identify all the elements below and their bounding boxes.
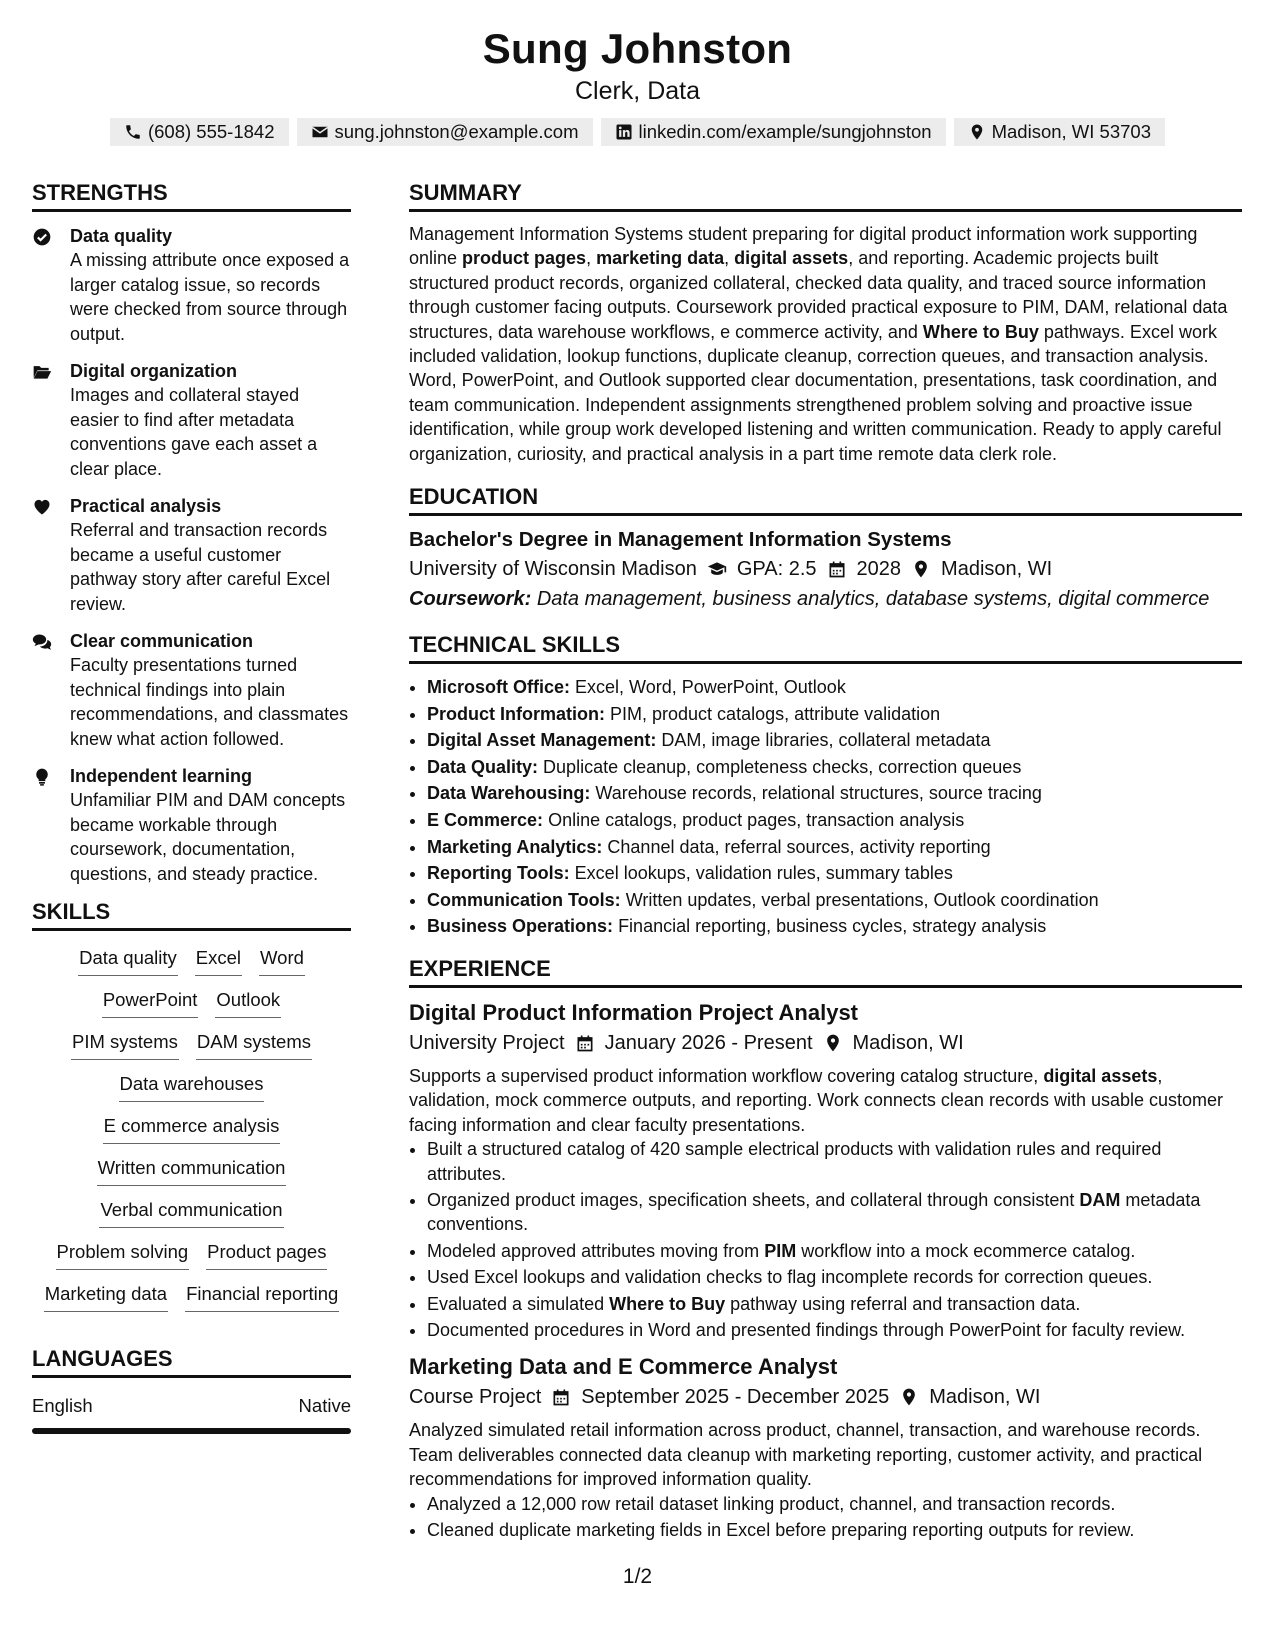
skill-tag: Financial reporting <box>185 1283 339 1312</box>
technical-skill-item <box>427 780 1242 807</box>
coursework-label: Coursework: <box>409 588 532 611</box>
graduation-cap-icon <box>707 559 727 579</box>
technical-skills-heading: TECHNICAL SKILLS <box>409 632 1242 664</box>
experience-heading: EXPERIENCE <box>409 956 1242 988</box>
strengths-list <box>32 224 351 886</box>
strength-title: Independent learning <box>70 766 253 786</box>
text-run: pathways. Excel work included validation, lookup functions, duplicate cleanup, correction queues, and transaction analysis. Word, PowerPoint, and Outlook supported clear documentation, presentations, task coordination, and team communication. Independent assignments strengthened problem solving and proactive issue identification, while group work developed listening and written communication. Ready to apply careful organization, curiosity, and practical analysis in a part time remote data clerk role. <box>409 321 1222 464</box>
map-marker-icon <box>911 559 931 579</box>
strength-description: Images and collateral stayed easier to find after metadata conventions gave each asset a clear place. <box>70 385 318 479</box>
job-bullet <box>427 1188 1242 1237</box>
strength-item <box>32 764 351 886</box>
language-name: English <box>32 1395 93 1416</box>
text-run: Analyzed a 12,000 row retail dataset linking product, channel, and transaction records. <box>427 1493 1116 1514</box>
language-level: Native <box>298 1395 351 1416</box>
linkedin-icon <box>615 123 633 141</box>
bold-keyword: DAM <box>1079 1190 1121 1211</box>
skill-tag: Problem solving <box>56 1241 190 1270</box>
text-run: Documented procedures in Word and presented findings through PowerPoint for faculty review. <box>427 1320 1186 1341</box>
text-run: Supports a supervised product information workflow covering catalog structure, <box>409 1066 1044 1086</box>
job-bullet <box>427 1292 1242 1316</box>
candidate-name: Sung Johnston <box>482 25 793 72</box>
summary-heading: SUMMARY <box>409 180 1242 212</box>
bold-keyword: Where to Buy <box>609 1293 726 1314</box>
text-run: , and reporting. Academic projects built structured product records, organized collateral, checked data quality, and traced source information through customer facing outputs. Coursework provided practical exposure to PIM, DAM, relational data structures, data warehouse workflows, e commerce activity, and <box>409 248 1228 342</box>
strength-item <box>32 494 351 616</box>
job-organization: Course Project <box>409 1386 542 1409</box>
technical-skill-item <box>427 860 1242 887</box>
skill-row <box>99 1199 283 1228</box>
experience-entry <box>409 998 1242 1342</box>
technical-skill-value: Excel lookups, validation rules, summary tables <box>574 863 953 884</box>
job-bullet <box>427 1318 1242 1342</box>
strength-title: Data quality <box>70 226 173 246</box>
bold-keyword: product pages <box>462 248 587 269</box>
text-run: Built a structured catalog of 420 sample electrical products with validation rules and required attributes. <box>427 1139 1162 1184</box>
skill-tag: PowerPoint <box>102 989 199 1018</box>
job-bullet <box>427 1492 1242 1516</box>
technical-skill-label: Business Operations: <box>427 916 614 937</box>
technical-skill-item <box>427 887 1242 914</box>
skill-row <box>44 1283 340 1312</box>
map-marker-icon <box>823 1033 843 1053</box>
strength-title: Digital organization <box>70 361 238 381</box>
technical-skill-label: Communication Tools: <box>427 889 621 910</box>
education-heading: EDUCATION <box>409 484 1242 516</box>
skill-row <box>56 1241 328 1270</box>
experience-entry <box>409 1352 1242 1542</box>
bold-keyword: marketing data <box>596 248 725 269</box>
strength-title: Clear communication <box>70 631 254 651</box>
languages-heading: LANGUAGES <box>32 1346 351 1378</box>
skill-tag: Data quality <box>78 947 178 976</box>
language-proficiency-bar <box>32 1428 351 1434</box>
skill-tag: Excel <box>195 947 242 976</box>
heart-icon <box>32 494 70 616</box>
technical-skill-value: Financial reporting, business cycles, strategy analysis <box>618 916 1047 937</box>
job-bullets <box>409 1492 1242 1543</box>
skill-row <box>71 1031 312 1060</box>
technical-skill-item <box>427 913 1242 940</box>
contact-phone[interactable] <box>110 118 289 146</box>
skill-tag: Data warehouses <box>119 1073 265 1102</box>
text-run: , validation, mock commerce outputs, and reporting. Work connects clean records with usable customer facing information and clear faculty presentations. <box>409 1066 1224 1135</box>
bold-keyword: PIM <box>764 1240 797 1261</box>
skill-tag: Outlook <box>215 989 281 1018</box>
lightbulb-icon <box>32 764 70 886</box>
job-description <box>409 1064 1242 1137</box>
technical-skill-value: Duplicate cleanup, completeness checks, correction queues <box>543 756 1022 777</box>
technical-skill-item <box>427 754 1242 781</box>
candidate-title: Clerk, Data <box>574 77 701 105</box>
job-bullets <box>409 1137 1242 1342</box>
strength-description: Referral and transaction records became a useful customer pathway story after careful Excel review. <box>70 520 331 614</box>
job-dates: September 2025 - December 2025 <box>581 1386 890 1409</box>
skill-tag: Product pages <box>206 1241 327 1270</box>
technical-skill-label: Digital Asset Management: <box>427 730 657 751</box>
technical-skill-label: Product Information: <box>427 703 605 724</box>
text-run: , <box>586 248 597 269</box>
folder-open-icon <box>32 359 70 481</box>
strength-description: A missing attribute once exposed a larger catalog issue, so records were checked from source through output. <box>70 250 350 344</box>
skill-row <box>119 1073 265 1102</box>
technical-skill-value: PIM, product catalogs, attribute validation <box>610 703 941 724</box>
technical-skill-item <box>427 727 1242 754</box>
calendar-icon <box>575 1033 595 1053</box>
job-dates: January 2026 - Present <box>604 1032 813 1054</box>
text-run: Organized product images, specification sheets, and collateral through consistent <box>427 1190 1080 1211</box>
technical-skill-label: E Commerce: <box>427 810 544 831</box>
contact-location <box>954 118 1165 146</box>
technical-skill-label: Microsoft Office: <box>427 677 571 698</box>
contact-email[interactable] <box>297 118 593 146</box>
experience-list <box>409 998 1242 1543</box>
education-coursework <box>409 584 1242 614</box>
education-meta <box>409 554 1242 584</box>
skill-row <box>102 989 281 1018</box>
calendar-icon <box>827 559 847 579</box>
contact-bar <box>0 118 1275 146</box>
education-year: 2028 <box>856 558 902 581</box>
job-location: Madison, WI <box>852 1032 964 1054</box>
strengths-heading: STRENGTHS <box>32 180 351 212</box>
email-text: sung.johnston@example.com <box>334 121 579 142</box>
text-run: pathway using referral and transaction data. <box>725 1293 1081 1314</box>
text-run: Cleaned duplicate marketing fields in Excel before preparing reporting outputs for review. <box>427 1520 1135 1541</box>
skill-tag: DAM systems <box>196 1031 312 1060</box>
technical-skill-value: Online catalogs, product pages, transaction analysis <box>548 810 965 831</box>
technical-skill-label: Data Warehousing: <box>427 783 591 804</box>
technical-skill-label: Marketing Analytics: <box>427 836 603 857</box>
education-degree: Bachelor's Degree in Management Information Systems <box>409 528 952 552</box>
text-run: metadata conventions. <box>427 1190 1201 1235</box>
location-text: Madison, WI 53703 <box>991 121 1151 142</box>
text-run: Analyzed simulated retail information across product, channel, transaction, and warehouse records. Team deliverables connected data cleanup with marketing reporting, customer activity, and practical recommendations for improved information quality. <box>409 1420 1203 1490</box>
text-run: Evaluated a simulated <box>427 1293 610 1314</box>
technical-skill-value: Excel, Word, PowerPoint, Outlook <box>575 677 846 698</box>
job-bullet <box>427 1239 1242 1263</box>
job-bullet <box>427 1137 1242 1186</box>
skill-row <box>103 1115 281 1144</box>
technical-skill-value: Channel data, referral sources, activity reporting <box>607 836 991 857</box>
text-run: workflow into a mock ecommerce catalog. <box>796 1240 1136 1261</box>
skill-tag: Word <box>259 947 305 976</box>
strength-description: Faculty presentations turned technical findings into plain recommendations, and classmates knew what action followed. <box>70 655 349 749</box>
summary-text <box>409 222 1242 466</box>
technical-skill-item <box>427 701 1242 728</box>
skill-tag: Verbal communication <box>99 1199 283 1228</box>
map-marker-icon <box>899 1387 919 1407</box>
job-location: Madison, WI <box>929 1386 1041 1409</box>
technical-skill-value: Warehouse records, relational structures, source tracing <box>595 783 1042 804</box>
text-run: , <box>724 248 735 269</box>
technical-skill-value: Written updates, verbal presentations, Outlook coordination <box>625 889 1099 910</box>
education-school: University of Wisconsin Madison <box>409 558 697 581</box>
job-bullet <box>427 1265 1242 1289</box>
map-marker-icon <box>968 123 986 141</box>
comments-icon <box>32 629 70 751</box>
job-description <box>409 1418 1242 1491</box>
bold-keyword: Where to Buy <box>922 321 1039 342</box>
job-meta <box>409 1028 1242 1058</box>
technical-skill-label: Reporting Tools: <box>427 863 570 884</box>
job-organization: University Project <box>409 1032 565 1054</box>
bold-keyword: digital assets <box>1043 1066 1158 1086</box>
job-title: Marketing Data and E Commerce Analyst <box>409 1354 838 1380</box>
job-title: Digital Product Information Project Analyst <box>409 1000 859 1025</box>
coursework-text: Data management, business analytics, database systems, digital commerce <box>536 588 1210 611</box>
check-circle-icon <box>32 224 70 346</box>
skill-row <box>78 947 305 976</box>
phone-icon <box>124 123 142 141</box>
job-meta <box>409 1382 1242 1412</box>
skills-heading: SKILLS <box>32 899 351 931</box>
strength-item <box>32 224 351 346</box>
right-column <box>409 180 1242 1553</box>
left-column <box>32 180 351 1434</box>
page-number: 1/2 <box>622 1565 653 1588</box>
technical-skills-list <box>409 674 1242 940</box>
phone-text: (608) 555-1842 <box>147 121 275 142</box>
skill-tag: PIM systems <box>71 1031 179 1060</box>
envelope-icon <box>311 123 329 141</box>
calendar-icon <box>551 1387 571 1407</box>
skill-tag: Marketing data <box>44 1283 168 1312</box>
technical-skill-item <box>427 834 1242 861</box>
strength-description: Unfamiliar PIM and DAM concepts became workable through coursework, documentation, questions, and steady practice. <box>70 790 346 884</box>
technical-skill-item <box>427 674 1242 701</box>
text-run: Used Excel lookups and validation checks to flag incomplete records for correction queues. <box>427 1267 1153 1288</box>
technical-skill-value: DAM, image libraries, collateral metadata <box>661 730 991 751</box>
strength-title: Practical analysis <box>70 496 222 516</box>
skill-tag: Written communication <box>97 1157 287 1186</box>
strength-item <box>32 629 351 751</box>
languages-list <box>32 1394 351 1434</box>
resume-header <box>0 0 1275 146</box>
skill-tag: E commerce analysis <box>103 1115 281 1144</box>
job-bullet <box>427 1518 1242 1542</box>
linkedin-text: linkedin.com/example/sungjohnston <box>638 121 932 142</box>
skills-tag-cloud <box>32 947 351 1312</box>
education-location: Madison, WI <box>941 558 1053 581</box>
strength-item <box>32 359 351 481</box>
education-gpa: GPA: 2.5 <box>736 558 817 581</box>
text-run: Management Information Systems student preparing for digital product information work supporting online <box>409 224 1198 269</box>
bold-keyword: digital assets <box>734 248 849 269</box>
skill-row <box>97 1157 287 1186</box>
technical-skill-item <box>427 807 1242 834</box>
contact-linkedin[interactable] <box>601 118 946 146</box>
language-item <box>32 1394 351 1434</box>
technical-skill-label: Data Quality: <box>427 756 539 777</box>
text-run: Modeled approved attributes moving from <box>427 1240 765 1261</box>
